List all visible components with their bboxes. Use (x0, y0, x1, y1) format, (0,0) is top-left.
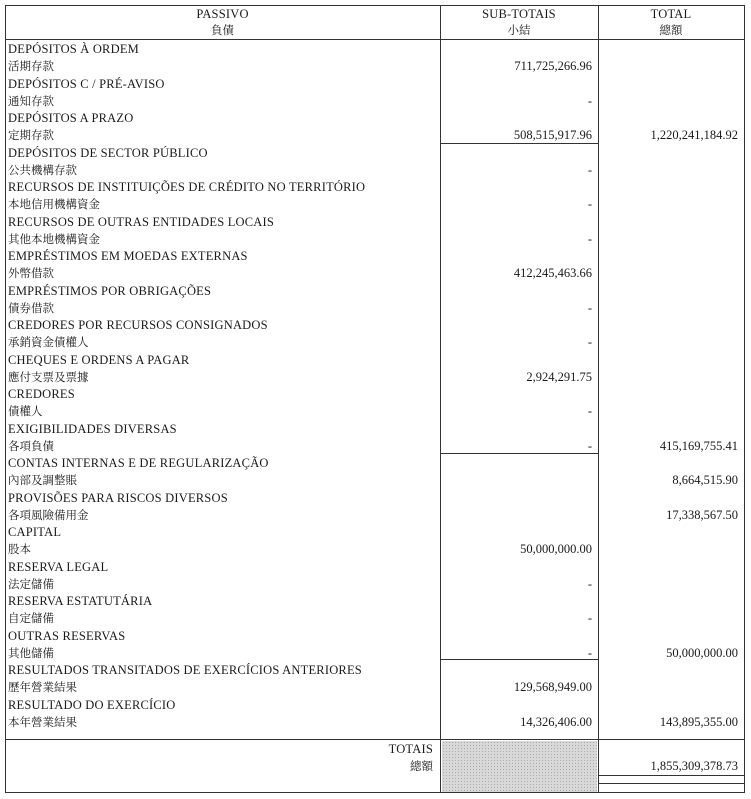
totals-label-pt: TOTAIS (388, 742, 433, 756)
total-value: 1,220,241,184.92 (650, 128, 738, 142)
subtotal-value: - (587, 438, 592, 453)
account-label-zh: 定期存款 (8, 128, 54, 142)
header-rule (5, 39, 745, 40)
account-label-zh: 外幣借款 (8, 266, 54, 280)
subtotal-value: - (587, 645, 592, 660)
totals-rule-top (5, 739, 745, 740)
account-label-pt: CREDORES (8, 387, 75, 401)
account-label-pt: RESULTADO DO EXERCÍCIO (8, 697, 176, 712)
account-label-zh: 承銷資金債權人 (8, 335, 89, 349)
subtotal-value: - (587, 611, 592, 625)
account-label-pt: DEPÓSITOS À ORDEM (8, 42, 139, 56)
account-label-pt: RESERVA LEGAL (8, 559, 109, 574)
account-label-pt: CAPITAL (8, 525, 62, 539)
totals-rule-2 (598, 783, 744, 784)
subtotal-value: 508,515,917.96 (513, 128, 592, 142)
subtotal-value: 711,725,266.96 (514, 59, 592, 73)
subtotal-value: - (587, 335, 592, 349)
account-label-pt: DEPÓSITOS C / PRÉ-AVISO (8, 76, 165, 91)
account-label-pt: PROVISÕES PARA RISCOS DIVERSOS (8, 490, 228, 505)
account-label-pt: EMPRÉSTIMOS EM MOEDAS EXTERNAS (8, 249, 248, 263)
col-divider-1 (440, 5, 441, 793)
account-label-zh: 本年營業結果 (8, 714, 77, 729)
header-passivo (5, 6, 440, 38)
account-label-pt: EXIGIBILIDADES DIVERSAS (8, 421, 177, 436)
account-label-zh: 本地信用機構資金 (8, 197, 100, 211)
account-label-zh: 其他儲備 (8, 645, 54, 660)
account-label-zh: 各項風險備用金 (8, 507, 89, 522)
subtotal-value: 14,326,406.00 (520, 714, 592, 729)
account-label-zh: 其他本地機構資金 (8, 231, 100, 246)
account-label-pt: DEPÓSITOS A PRAZO (8, 111, 134, 125)
totals-label-zh: 總額 (410, 759, 433, 773)
account-label-pt: RESULTADOS TRANSITADOS DE EXERCÍCIOS ANTERIORES (8, 663, 362, 677)
total-value: 17,338,567.50 (666, 507, 738, 522)
total-value: 415,169,755.41 (659, 438, 738, 453)
header-subtotais (440, 6, 598, 38)
account-label-zh: 債券借款 (8, 300, 54, 315)
header-subtotais-pt: SUB-TOTAIS (482, 7, 556, 21)
subtotal-value: - (587, 404, 592, 418)
account-label-zh: 股本 (8, 542, 31, 556)
account-label-zh: 歷年營業結果 (8, 680, 77, 694)
total-value: 50,000,000.00 (666, 645, 738, 660)
header-passivo-zh: 負債 (211, 23, 234, 37)
header-total (598, 6, 744, 38)
subtotal-value: 2,924,291.75 (526, 369, 592, 384)
account-label-zh: 通知存款 (8, 93, 54, 108)
account-label-pt: RECURSOS DE INSTITUIÇÕES DE CRÉDITO NO TERRITÓRIO (8, 180, 366, 194)
subtotal-value: 412,245,463.66 (513, 266, 592, 280)
account-label-zh: 各項負債 (8, 438, 54, 453)
account-label-pt: RECURSOS DE OUTRAS ENTIDADES LOCAIS (8, 214, 275, 229)
account-label-pt: CHEQUES E ORDENS A PAGAR (8, 352, 190, 367)
account-label-pt: CREDORES POR RECURSOS CONSIGNADOS (8, 318, 268, 332)
account-label-pt: RESERVA ESTATUTÁRIA (8, 594, 153, 608)
account-label-zh: 活期存款 (8, 59, 54, 73)
account-label-zh: 公共機構存款 (8, 162, 77, 177)
header-subtotais-zh: 小結 (507, 23, 531, 37)
subtotal-value: - (587, 162, 592, 177)
total-value: 8,664,515.90 (672, 473, 738, 487)
totals-value: 1,855,309,378.73 (650, 759, 738, 773)
header-total-zh: 總額 (659, 23, 683, 37)
header-passivo-pt: PASSIVO (196, 7, 249, 21)
left-rule (5, 5, 6, 793)
account-label-zh: 債權人 (8, 404, 43, 418)
col-divider-2 (598, 5, 599, 793)
subtotal-value: 50,000,000.00 (520, 542, 592, 556)
right-rule (744, 5, 745, 793)
account-label-zh: 自定儲備 (8, 611, 54, 625)
account-label-pt: EMPRÉSTIMOS POR OBRIGAÇÕES (8, 283, 212, 298)
shaded-cell (442, 741, 597, 792)
subtotal-value: - (587, 93, 592, 108)
account-label-pt: OUTRAS RESERVAS (8, 628, 126, 643)
subtotal-value: - (587, 576, 592, 591)
account-label-pt: DEPÓSITOS DE SECTOR PÚBLICO (8, 145, 208, 160)
account-label-zh: 法定儲備 (8, 576, 54, 591)
account-label-zh: 應付支票及票據 (8, 369, 89, 384)
total-value: 143,895,355.00 (659, 714, 738, 729)
account-label-pt: CONTAS INTERNAS E DE REGULARIZAÇÃO (8, 456, 269, 470)
account-label-zh: 內部及調整賬 (8, 473, 77, 487)
totals-rule-1 (598, 775, 744, 776)
subtotal-value: - (587, 231, 592, 246)
subtotal-value: 129,568,949.00 (513, 680, 592, 694)
subtotal-value: - (587, 197, 592, 211)
header-total-pt: TOTAL (650, 7, 692, 21)
balance-sheet-liabilities (5, 5, 745, 793)
subtotal-value: - (587, 300, 592, 315)
bottom-rule (5, 792, 745, 793)
